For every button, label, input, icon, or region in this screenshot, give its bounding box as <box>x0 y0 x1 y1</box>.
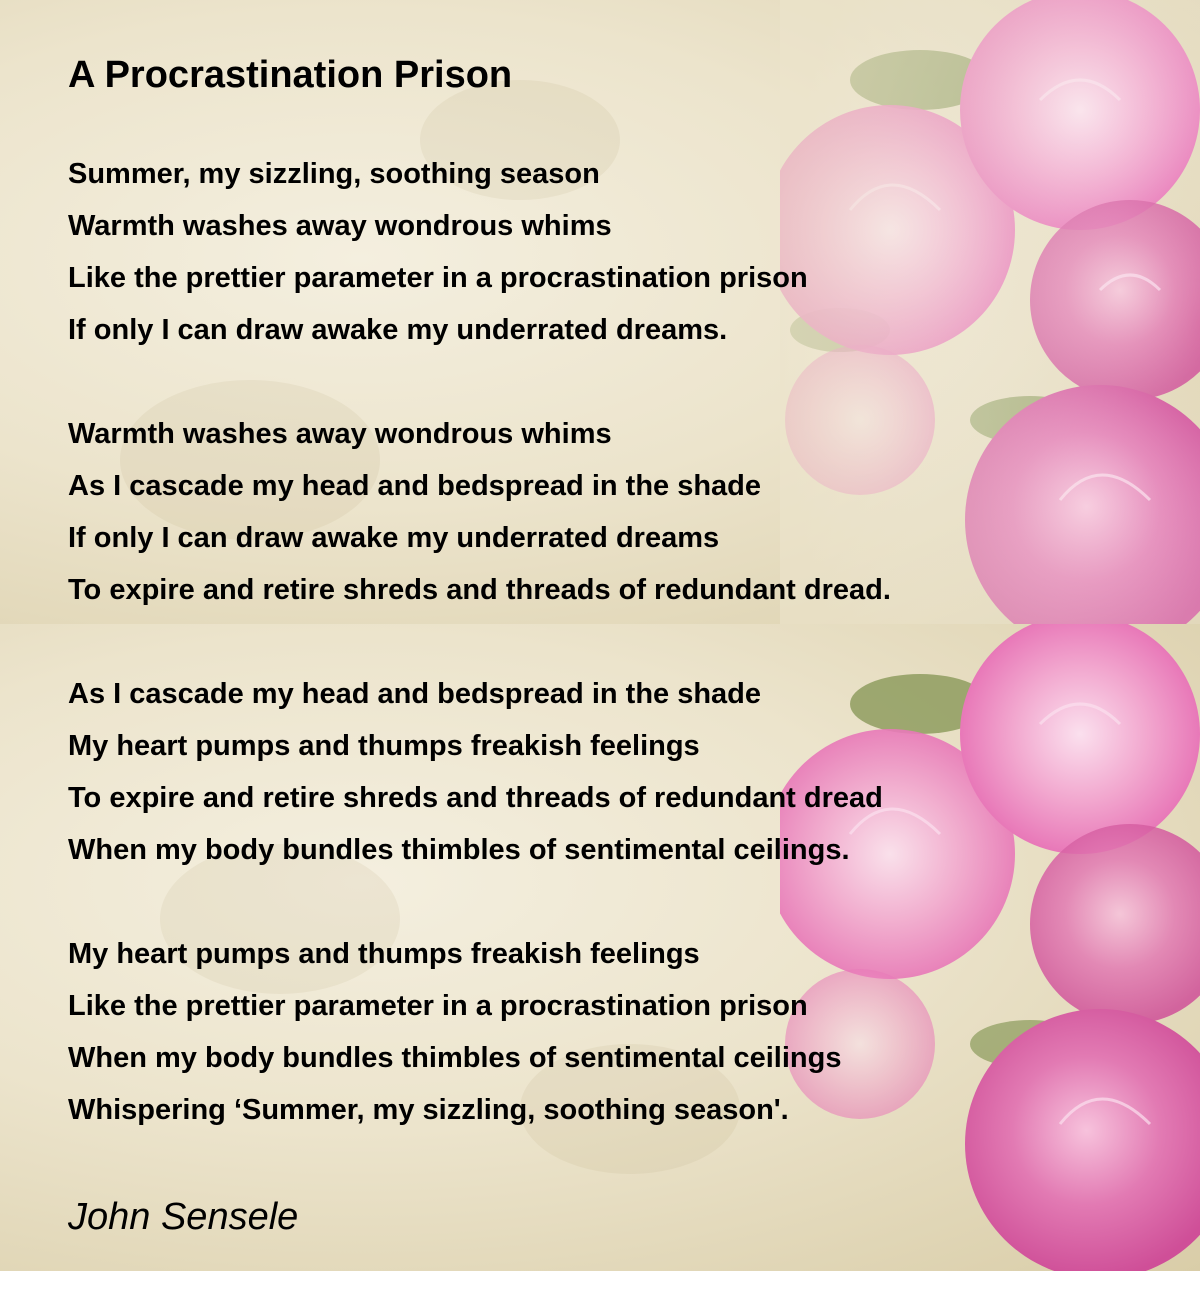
stanza-1 <box>68 148 808 356</box>
poem-line: When my body bundles thimbles of sentimental ceilings <box>68 1042 842 1074</box>
poem-line: Like the prettier parameter in a procrastination prison <box>68 262 808 294</box>
poem-line: Whispering ‘Summer, my sizzling, soothing season'. <box>68 1094 789 1126</box>
poem-line: As I cascade my head and bedspread in the shade <box>68 470 762 502</box>
poem-line: Summer, my sizzling, soothing season <box>68 158 600 190</box>
stanza-2 <box>68 408 891 616</box>
poem-line: If only I can draw awake my underrated dreams. <box>68 314 728 346</box>
poem-line: When my body bundles thimbles of sentimental ceilings. <box>68 834 850 866</box>
poem-line: To expire and retire shreds and threads of redundant dread. <box>68 574 891 606</box>
poem-line: Warmth washes away wondrous whims <box>68 210 612 242</box>
poem-author: John Sensele <box>68 1196 299 1238</box>
poem-line: Warmth washes away wondrous whims <box>68 418 612 450</box>
stanza-4 <box>68 928 841 1136</box>
poem-line: If only I can draw awake my underrated dreams <box>68 522 720 554</box>
stanza-3 <box>68 668 883 876</box>
poem-title: A Procrastination Prison <box>68 54 513 96</box>
poem-line: Like the prettier parameter in a procrastination prison <box>68 990 808 1022</box>
poem-line: To expire and retire shreds and threads of redundant dread <box>68 782 883 814</box>
poem-line: As I cascade my head and bedspread in the shade <box>68 678 762 710</box>
poem-line: My heart pumps and thumps freakish feelings <box>68 730 700 762</box>
poem-line: My heart pumps and thumps freakish feelings <box>68 938 700 970</box>
